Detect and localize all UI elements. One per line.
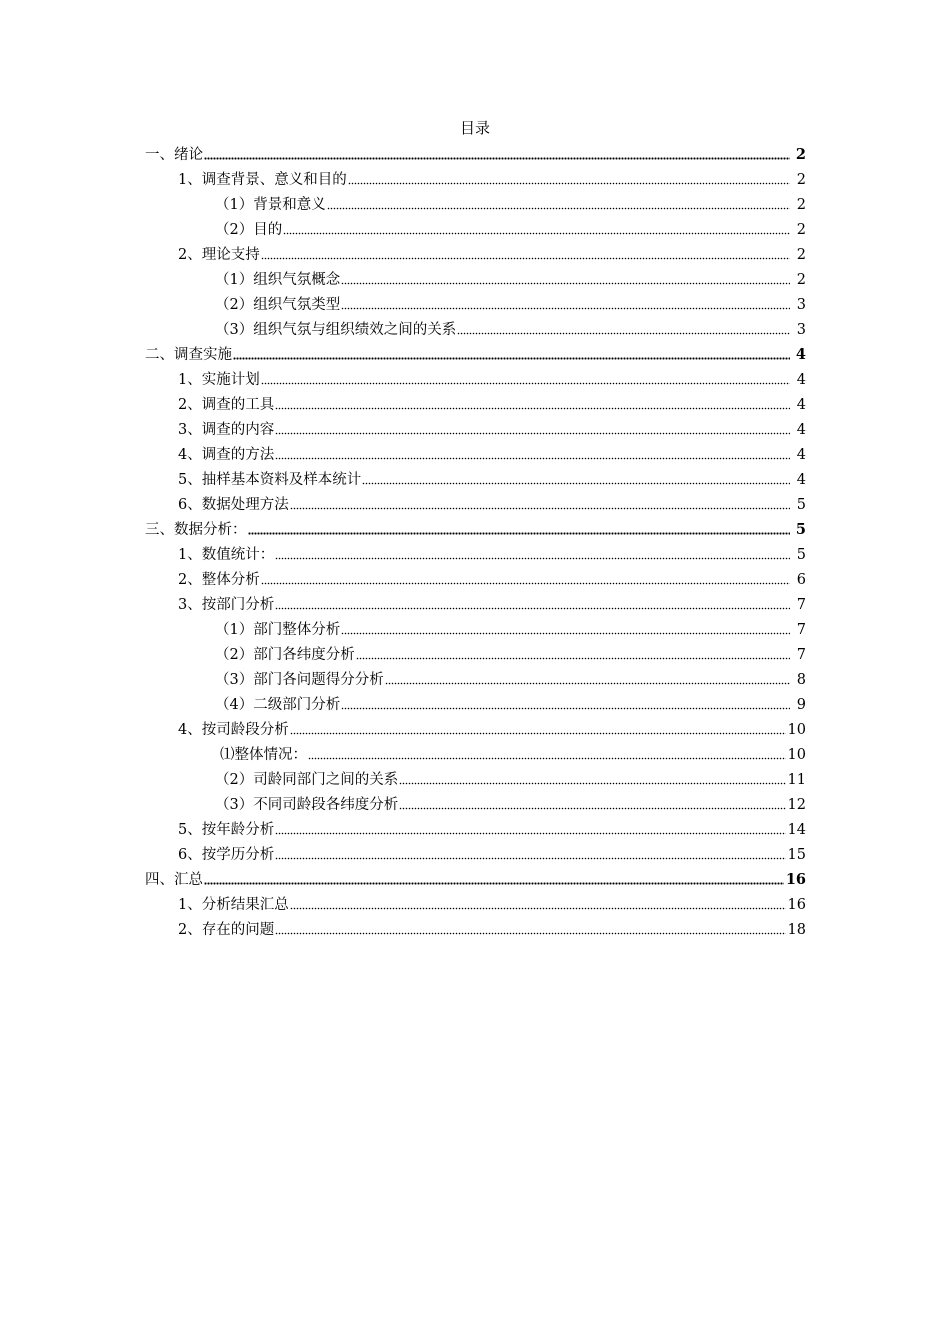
dot-leader (275, 548, 790, 560)
dot-leader (341, 623, 790, 635)
toc-entry-page: 2 (796, 172, 806, 188)
toc-entry-label: 3、按部门分析 (178, 597, 275, 613)
toc-entry[interactable] (145, 517, 806, 539)
dot-leader (283, 223, 790, 235)
toc-entry-page: 11 (787, 772, 806, 788)
toc-entry[interactable] (178, 542, 806, 564)
toc-entry-label: （3）组织气氛与组织绩效之间的关系 (215, 322, 457, 338)
toc-entry[interactable] (178, 842, 806, 864)
toc-entry[interactable] (215, 192, 806, 214)
toc-entry-label: 5、抽样基本资料及样本统计 (178, 472, 362, 488)
toc-entry-label: （1）背景和意义 (215, 197, 326, 213)
toc-entry-page: 3 (796, 322, 806, 338)
toc-entry-label: 5、按年龄分析 (178, 822, 275, 838)
dot-leader (204, 148, 790, 160)
toc-entry[interactable] (215, 617, 806, 639)
toc-entry-page: 2 (796, 222, 806, 238)
toc-entry-page: 4 (796, 422, 806, 438)
dot-leader (290, 498, 790, 510)
dot-leader (399, 798, 785, 810)
dot-leader (341, 273, 790, 285)
toc-entry-label: （3）不同司龄段各纬度分析 (215, 797, 399, 813)
toc-entry[interactable] (178, 392, 806, 414)
toc-entry-page: 5 (796, 497, 806, 513)
toc-entry-label: 2、整体分析 (178, 572, 260, 588)
toc-entry-page: 12 (787, 797, 806, 813)
toc-entry-label: （2）组织气氛类型 (215, 297, 341, 313)
toc-entry[interactable] (215, 317, 806, 339)
toc-title: 目录 (459, 119, 490, 137)
toc-entry-page: 7 (796, 647, 806, 663)
dot-leader (275, 848, 785, 860)
toc-entry-label: （2）部门各纬度分析 (215, 647, 355, 663)
toc-entry-label: （1）部门整体分析 (215, 622, 341, 638)
toc-entry[interactable] (178, 417, 806, 439)
toc-entry-page: 14 (787, 822, 806, 838)
toc-entry-label: 4、调查的方法 (178, 447, 275, 463)
toc-entry-page: 16 (787, 897, 806, 913)
dot-leader (275, 923, 785, 935)
toc-entry[interactable] (178, 467, 806, 489)
toc-entry[interactable] (215, 792, 806, 814)
toc-entry-page: 15 (787, 847, 806, 863)
toc-entry-page: 16 (785, 871, 806, 888)
dot-leader (327, 198, 790, 210)
toc-entry-label: 1、调查背景、意义和目的 (178, 172, 347, 188)
dot-leader (362, 473, 790, 485)
dot-leader (233, 348, 790, 360)
toc-entry-page: 5 (795, 521, 806, 538)
toc-entry-page: 4 (796, 397, 806, 413)
dot-leader (356, 648, 790, 660)
toc-entry-page: 2 (796, 197, 806, 213)
dot-leader (261, 573, 790, 585)
dot-leader (308, 748, 786, 760)
toc-entry[interactable] (178, 917, 806, 939)
toc-entry[interactable] (178, 817, 806, 839)
toc-entry-page: 7 (796, 622, 806, 638)
toc-entry[interactable] (215, 767, 806, 789)
dot-leader (399, 773, 785, 785)
dot-leader (341, 298, 790, 310)
dot-leader (290, 898, 786, 910)
toc-entry[interactable] (215, 292, 806, 314)
dot-leader (275, 823, 785, 835)
toc-entry[interactable] (215, 217, 806, 239)
toc-entry-page: 9 (796, 697, 806, 713)
dot-leader (275, 398, 790, 410)
toc-entry-label: 2、调查的工具 (178, 397, 275, 413)
toc-entry-label: （2）目的 (215, 222, 283, 238)
toc-entry-label: （2）司龄同部门之间的关系 (215, 772, 399, 788)
toc-entry-label: 6、按学历分析 (178, 847, 275, 863)
toc-entry-page: 4 (795, 346, 806, 363)
toc-entry-label: 1、分析结果汇总 (178, 897, 289, 913)
dot-leader (341, 698, 790, 710)
dot-leader (248, 523, 791, 535)
toc-entry-label: 二、调查实施 (145, 347, 232, 363)
toc-entry-label: 一、绪论 (145, 147, 203, 163)
toc-entry-label: 1、实施计划 (178, 372, 260, 388)
toc-entry[interactable] (178, 167, 806, 189)
dot-leader (275, 448, 790, 460)
toc-entry[interactable] (145, 342, 806, 364)
toc-entry-label: 四、汇总 (145, 872, 203, 888)
toc-entry[interactable] (178, 592, 806, 614)
toc-entry[interactable] (178, 442, 806, 464)
toc-entry-label: 三、数据分析： (145, 522, 247, 538)
toc-entry-label: ⑴整体情况： (220, 747, 307, 763)
toc-entry-page: 10 (787, 722, 806, 738)
toc-entry[interactable] (178, 717, 806, 739)
toc-entry-page: 4 (796, 372, 806, 388)
toc-entry-page: 7 (796, 597, 806, 613)
dot-leader (348, 173, 790, 185)
toc-entry[interactable] (220, 742, 806, 764)
toc-entry-label: （4）二级部门分析 (215, 697, 341, 713)
dot-leader (457, 323, 790, 335)
toc-entry-label: （1）组织气氛概念 (215, 272, 341, 288)
toc-entry-page: 4 (796, 472, 806, 488)
toc-entry-label: 3、调查的内容 (178, 422, 275, 438)
toc-entry[interactable] (145, 142, 806, 164)
toc-entry-page: 6 (796, 572, 806, 588)
toc-entry[interactable] (145, 867, 806, 889)
toc-entry-page: 10 (787, 747, 806, 763)
dot-leader (261, 248, 790, 260)
dot-leader (204, 873, 784, 885)
toc-entry-label: （3）部门各问题得分分析 (215, 672, 384, 688)
toc-entry[interactable] (178, 492, 806, 514)
toc-entry[interactable] (215, 642, 806, 664)
toc-entry[interactable] (178, 567, 806, 589)
dot-leader (261, 373, 790, 385)
toc-entry-page: 8 (796, 672, 806, 688)
toc-entry-label: 2、存在的问题 (178, 922, 275, 938)
toc-entry-label: 6、数据处理方法 (178, 497, 289, 513)
toc-entry[interactable] (178, 242, 806, 264)
toc-entry[interactable] (215, 267, 806, 289)
dot-leader (275, 598, 790, 610)
toc-entry-page: 3 (796, 297, 806, 313)
toc-entry-label: 1、数值统计： (178, 547, 275, 563)
dot-leader (385, 673, 790, 685)
toc-entry-page: 2 (796, 247, 806, 263)
toc-entry[interactable] (215, 692, 806, 714)
toc-entry-page: 2 (795, 146, 806, 163)
dot-leader (275, 423, 790, 435)
toc-entry[interactable] (178, 892, 806, 914)
toc-entry-page: 4 (796, 447, 806, 463)
toc-entry-label: 2、理论支持 (178, 247, 260, 263)
toc-entry[interactable] (215, 667, 806, 689)
toc-entry[interactable] (178, 367, 806, 389)
dot-leader (290, 723, 786, 735)
toc-entry-label: 4、按司龄段分析 (178, 722, 289, 738)
toc-entry-page: 2 (796, 272, 806, 288)
toc-entry-page: 18 (787, 922, 806, 938)
toc-entry-page: 5 (796, 547, 806, 563)
